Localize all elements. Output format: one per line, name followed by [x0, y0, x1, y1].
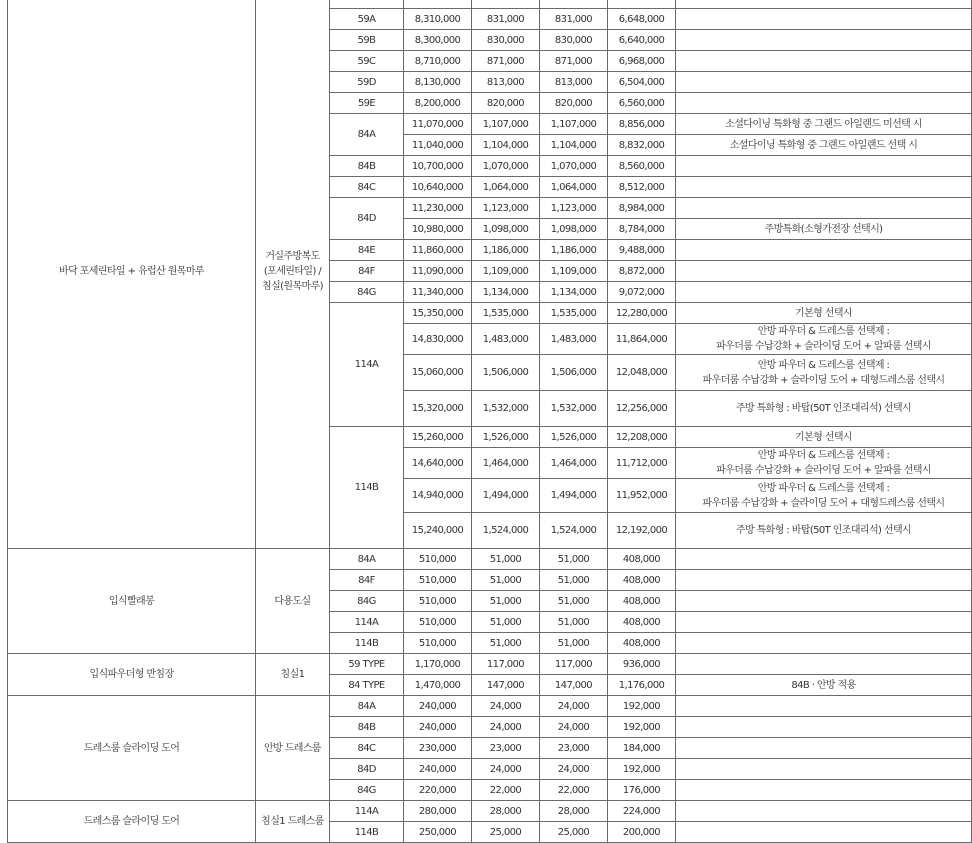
price-cell: 1,109,000 — [540, 261, 608, 282]
price-cell: 51,000 — [472, 549, 540, 570]
price-cell: 408,000 — [608, 549, 676, 570]
type-cell: 114B — [330, 822, 404, 843]
price-cell: 224,000 — [608, 801, 676, 822]
type-cell: 84C — [330, 738, 404, 759]
price-cell: 200,000 — [608, 822, 676, 843]
item-name-cell: 입식빨래봉 — [8, 549, 256, 654]
price-cell: 24,000 — [540, 696, 608, 717]
location-line: 침실(원목마루) — [262, 281, 323, 292]
type-cell: 84C — [330, 177, 404, 198]
type-cell: 84A — [330, 549, 404, 570]
price-cell: 1,176,000 — [608, 675, 676, 696]
type-cell: 84B — [330, 156, 404, 177]
price-cell: 1,134,000 — [540, 282, 608, 303]
price-cell: 12,256,000 — [608, 391, 676, 427]
price-cell: 15,350,000 — [404, 303, 472, 324]
price-cell: 1,532,000 — [472, 391, 540, 427]
price-cell: 510,000 — [404, 591, 472, 612]
note-line: 소셜다이닝 특화형 중 그랜드 아일랜드 선택 시 — [729, 139, 918, 151]
price-cell: 1,107,000 — [472, 114, 540, 135]
note-cell — [676, 30, 972, 51]
price-cell: 510,000 — [404, 549, 472, 570]
price-cell: 1,070,000 — [472, 156, 540, 177]
price-cell: 51,000 — [472, 612, 540, 633]
price-cell: 813,000 — [540, 72, 608, 93]
note-cell — [676, 355, 972, 391]
price-cell: 813,000 — [472, 72, 540, 93]
type-cell: 59E — [330, 93, 404, 114]
note-cell — [676, 135, 972, 156]
price-cell: 510,000 — [404, 570, 472, 591]
note-cell — [676, 427, 972, 448]
item-name-cell: 입식파우더형 반침장 — [8, 654, 256, 696]
price-cell: 8,984,000 — [608, 198, 676, 219]
price-cell: 176,000 — [608, 780, 676, 801]
note-cell — [676, 51, 972, 72]
note-cell — [676, 738, 972, 759]
type-cell: 84B — [330, 717, 404, 738]
option-price-table — [7, 0, 972, 843]
type-cell: 84F — [330, 261, 404, 282]
note-line: 파우더룸 수납강화 + 슬라이딩 도어 + 알파룸 선택시 — [716, 341, 931, 352]
price-cell: 8,710,000 — [404, 51, 472, 72]
price-cell: 15,240,000 — [404, 513, 472, 549]
location-cell — [256, 696, 330, 801]
note-line: 안방 파우더 & 드레스룸 선택제 : — [757, 359, 890, 371]
price-cell: 51,000 — [540, 591, 608, 612]
price-cell: 11,952,000 — [608, 479, 676, 513]
table-row — [8, 801, 972, 822]
price-cell: 6,648,000 — [608, 9, 676, 30]
note-line: 기본형 선택시 — [795, 431, 852, 443]
price-cell: 22,000 — [472, 780, 540, 801]
price-cell: 871,000 — [472, 51, 540, 72]
price-cell: 1,098,000 — [472, 219, 540, 240]
note-cell — [676, 759, 972, 780]
price-cell — [540, 0, 608, 9]
price-cell: 1,186,000 — [472, 240, 540, 261]
note-line: 파우더룸 수납강화 + 슬라이딩 도어 + 알파룸 선택시 — [716, 465, 931, 476]
price-cell: 15,260,000 — [404, 427, 472, 448]
price-cell: 12,048,000 — [608, 355, 676, 391]
note-cell — [676, 9, 972, 30]
note-cell — [676, 303, 972, 324]
note-cell — [676, 801, 972, 822]
type-cell: 59C — [330, 51, 404, 72]
price-cell: 1,104,000 — [472, 135, 540, 156]
price-cell: 1,524,000 — [540, 513, 608, 549]
price-cell: 12,280,000 — [608, 303, 676, 324]
type-cell: 114B — [330, 427, 404, 549]
note-line: 안방 파우더 & 드레스룸 선택제 : — [757, 482, 890, 494]
price-cell: 6,504,000 — [608, 72, 676, 93]
note-cell — [676, 72, 972, 93]
price-cell: 15,320,000 — [404, 391, 472, 427]
note-cell — [676, 822, 972, 843]
note-line: 소셜다이닝 특화형 중 그랜드 아일랜드 미선택 시 — [725, 118, 922, 130]
price-cell: 1,526,000 — [540, 427, 608, 448]
price-cell: 240,000 — [404, 696, 472, 717]
price-cell: 1,524,000 — [472, 513, 540, 549]
price-cell: 23,000 — [472, 738, 540, 759]
note-line: 안방 파우더 & 드레스룸 선택제 : — [757, 450, 890, 461]
note-cell — [676, 391, 972, 427]
note-cell — [676, 198, 972, 219]
price-cell: 10,700,000 — [404, 156, 472, 177]
price-cell — [404, 0, 472, 9]
price-cell: 1,532,000 — [540, 391, 608, 427]
price-cell: 22,000 — [540, 780, 608, 801]
item-name-cell: 바닥 포세린타일 + 유럽산 원목마루 — [8, 0, 256, 549]
note-cell — [676, 177, 972, 198]
price-cell: 1,098,000 — [540, 219, 608, 240]
price-cell: 51,000 — [540, 570, 608, 591]
note-cell — [676, 114, 972, 135]
price-cell: 8,200,000 — [404, 93, 472, 114]
location-cell — [256, 654, 330, 696]
price-cell: 10,980,000 — [404, 219, 472, 240]
type-cell: 84G — [330, 780, 404, 801]
note-line: 안방 파우더 & 드레스룸 선택제 : — [757, 326, 890, 337]
price-cell: 9,072,000 — [608, 282, 676, 303]
price-cell: 23,000 — [540, 738, 608, 759]
price-cell: 6,640,000 — [608, 30, 676, 51]
price-cell: 24,000 — [540, 717, 608, 738]
table-row — [8, 549, 972, 570]
price-cell: 12,192,000 — [608, 513, 676, 549]
note-cell — [676, 549, 972, 570]
price-cell: 24,000 — [472, 717, 540, 738]
price-cell: 831,000 — [472, 9, 540, 30]
note-cell — [676, 240, 972, 261]
note-cell — [676, 448, 972, 479]
location-line: 침실1 드레스룸 — [261, 816, 324, 827]
note-cell — [676, 633, 972, 654]
price-cell: 1,109,000 — [472, 261, 540, 282]
price-cell: 11,712,000 — [608, 448, 676, 479]
price-cell: 1,483,000 — [472, 324, 540, 355]
price-cell: 51,000 — [472, 633, 540, 654]
price-cell: 1,506,000 — [472, 355, 540, 391]
type-cell: 59A — [330, 9, 404, 30]
price-cell: 1,070,000 — [540, 156, 608, 177]
price-cell: 1,483,000 — [540, 324, 608, 355]
type-cell: 84F — [330, 570, 404, 591]
price-cell: 1,134,000 — [472, 282, 540, 303]
note-cell — [676, 654, 972, 675]
price-cell: 8,130,000 — [404, 72, 472, 93]
price-cell: 9,488,000 — [608, 240, 676, 261]
price-cell: 1,526,000 — [472, 427, 540, 448]
price-cell: 11,340,000 — [404, 282, 472, 303]
price-cell: 1,123,000 — [540, 198, 608, 219]
price-cell: 10,640,000 — [404, 177, 472, 198]
location-line: (포세린타일) / — [263, 266, 322, 277]
type-cell: 84G — [330, 282, 404, 303]
price-cell: 8,512,000 — [608, 177, 676, 198]
price-cell: 936,000 — [608, 654, 676, 675]
type-cell — [330, 0, 404, 9]
item-name-cell: 드레스룸 슬라이딩 도어 — [8, 696, 256, 801]
note-cell — [676, 261, 972, 282]
price-cell: 51,000 — [540, 612, 608, 633]
price-cell: 8,872,000 — [608, 261, 676, 282]
price-cell: 24,000 — [472, 759, 540, 780]
note-cell — [676, 513, 972, 549]
price-cell: 6,968,000 — [608, 51, 676, 72]
note-line: 주방 특화형 : 바탑(50T 인조대리석) 선택시 — [735, 525, 912, 536]
price-cell: 147,000 — [540, 675, 608, 696]
price-cell: 147,000 — [472, 675, 540, 696]
price-cell: 11,864,000 — [608, 324, 676, 355]
price-cell: 1,064,000 — [472, 177, 540, 198]
price-cell: 510,000 — [404, 633, 472, 654]
note-cell — [676, 591, 972, 612]
price-cell: 408,000 — [608, 633, 676, 654]
price-cell: 25,000 — [540, 822, 608, 843]
price-cell: 1,494,000 — [472, 479, 540, 513]
price-cell: 25,000 — [472, 822, 540, 843]
location-cell — [256, 0, 330, 549]
note-cell — [676, 324, 972, 355]
note-line: 주방특화(소형가전장 선택시) — [764, 223, 883, 235]
price-cell: 24,000 — [472, 696, 540, 717]
note-cell — [676, 696, 972, 717]
price-cell: 12,208,000 — [608, 427, 676, 448]
price-cell: 408,000 — [608, 591, 676, 612]
note-line: 파우더룸 수납강화 + 슬라이딩 도어 + 대형드레스룸 선택시 — [702, 497, 945, 509]
note-cell — [676, 780, 972, 801]
price-cell: 1,104,000 — [540, 135, 608, 156]
location-cell — [256, 549, 330, 654]
price-cell — [472, 0, 540, 9]
price-cell: 117,000 — [472, 654, 540, 675]
type-cell: 84D — [330, 198, 404, 240]
price-cell: 11,860,000 — [404, 240, 472, 261]
price-cell: 1,123,000 — [472, 198, 540, 219]
price-cell: 1,535,000 — [540, 303, 608, 324]
type-cell: 84 TYPE — [330, 675, 404, 696]
note-cell — [676, 219, 972, 240]
price-cell: 1,464,000 — [472, 448, 540, 479]
price-cell: 8,832,000 — [608, 135, 676, 156]
note-cell — [676, 570, 972, 591]
note-cell — [676, 282, 972, 303]
price-cell: 220,000 — [404, 780, 472, 801]
price-cell: 15,060,000 — [404, 355, 472, 391]
type-cell: 59D — [330, 72, 404, 93]
price-cell: 871,000 — [540, 51, 608, 72]
price-cell: 250,000 — [404, 822, 472, 843]
type-cell: 114A — [330, 612, 404, 633]
table-row — [8, 0, 972, 9]
price-cell: 117,000 — [540, 654, 608, 675]
price-cell: 192,000 — [608, 759, 676, 780]
price-cell: 830,000 — [472, 30, 540, 51]
table-row — [8, 654, 972, 675]
price-cell: 6,560,000 — [608, 93, 676, 114]
note-cell — [676, 479, 972, 513]
price-cell: 51,000 — [472, 570, 540, 591]
price-cell: 192,000 — [608, 717, 676, 738]
price-cell: 280,000 — [404, 801, 472, 822]
price-cell: 1,470,000 — [404, 675, 472, 696]
price-cell: 1,064,000 — [540, 177, 608, 198]
price-cell: 240,000 — [404, 759, 472, 780]
price-cell: 408,000 — [608, 612, 676, 633]
price-cell: 8,310,000 — [404, 9, 472, 30]
price-cell: 51,000 — [540, 633, 608, 654]
price-cell: 8,856,000 — [608, 114, 676, 135]
price-cell: 184,000 — [608, 738, 676, 759]
price-cell: 820,000 — [540, 93, 608, 114]
price-cell: 820,000 — [472, 93, 540, 114]
note-line: 파우더룸 수납강화 + 슬라이딩 도어 + 대형드레스룸 선택시 — [702, 374, 945, 386]
price-cell: 24,000 — [540, 759, 608, 780]
price-cell: 8,784,000 — [608, 219, 676, 240]
note-cell — [676, 612, 972, 633]
price-cell: 230,000 — [404, 738, 472, 759]
note-line: 주방 특화형 : 바탑(50T 인조대리석) 선택시 — [735, 403, 912, 414]
price-cell: 1,506,000 — [540, 355, 608, 391]
price-cell: 1,464,000 — [540, 448, 608, 479]
price-cell: 1,186,000 — [540, 240, 608, 261]
price-cell: 11,070,000 — [404, 114, 472, 135]
price-cell: 1,170,000 — [404, 654, 472, 675]
location-line: 거실주방복도 — [265, 251, 320, 262]
price-cell: 192,000 — [608, 696, 676, 717]
price-cell: 14,640,000 — [404, 448, 472, 479]
note-cell — [676, 156, 972, 177]
note-cell — [676, 717, 972, 738]
price-cell: 240,000 — [404, 717, 472, 738]
type-cell: 114A — [330, 801, 404, 822]
price-cell: 8,560,000 — [608, 156, 676, 177]
price-cell: 51,000 — [472, 591, 540, 612]
price-cell — [608, 0, 676, 9]
price-cell: 11,090,000 — [404, 261, 472, 282]
price-cell: 831,000 — [540, 9, 608, 30]
type-cell: 114B — [330, 633, 404, 654]
price-cell: 28,000 — [540, 801, 608, 822]
type-cell: 84A — [330, 696, 404, 717]
price-cell: 14,830,000 — [404, 324, 472, 355]
location-line: 다용도실 — [274, 595, 311, 607]
table-row — [8, 696, 972, 717]
price-cell: 8,300,000 — [404, 30, 472, 51]
price-cell: 11,230,000 — [404, 198, 472, 219]
price-cell: 51,000 — [540, 549, 608, 570]
price-cell: 510,000 — [404, 612, 472, 633]
note-line: 84B · 안방 적용 — [791, 679, 856, 691]
price-cell: 1,107,000 — [540, 114, 608, 135]
note-cell — [676, 675, 972, 696]
price-cell: 1,494,000 — [540, 479, 608, 513]
type-cell: 84G — [330, 591, 404, 612]
note-cell — [676, 0, 972, 9]
type-cell: 84A — [330, 114, 404, 156]
location-cell — [256, 801, 330, 843]
location-line: 안방 드레스룸 — [264, 742, 321, 754]
location-line: 침실1 — [280, 669, 305, 680]
type-cell: 84E — [330, 240, 404, 261]
price-cell: 1,535,000 — [472, 303, 540, 324]
price-cell: 28,000 — [472, 801, 540, 822]
price-cell: 408,000 — [608, 570, 676, 591]
type-cell: 114A — [330, 303, 404, 427]
type-cell: 59 TYPE — [330, 654, 404, 675]
price-cell: 14,940,000 — [404, 479, 472, 513]
item-name-cell: 드레스룸 슬라이딩 도어 — [8, 801, 256, 843]
price-cell: 830,000 — [540, 30, 608, 51]
type-cell: 59B — [330, 30, 404, 51]
note-line: 기본형 선택시 — [795, 307, 852, 319]
price-cell: 11,040,000 — [404, 135, 472, 156]
note-cell — [676, 93, 972, 114]
type-cell: 84D — [330, 759, 404, 780]
